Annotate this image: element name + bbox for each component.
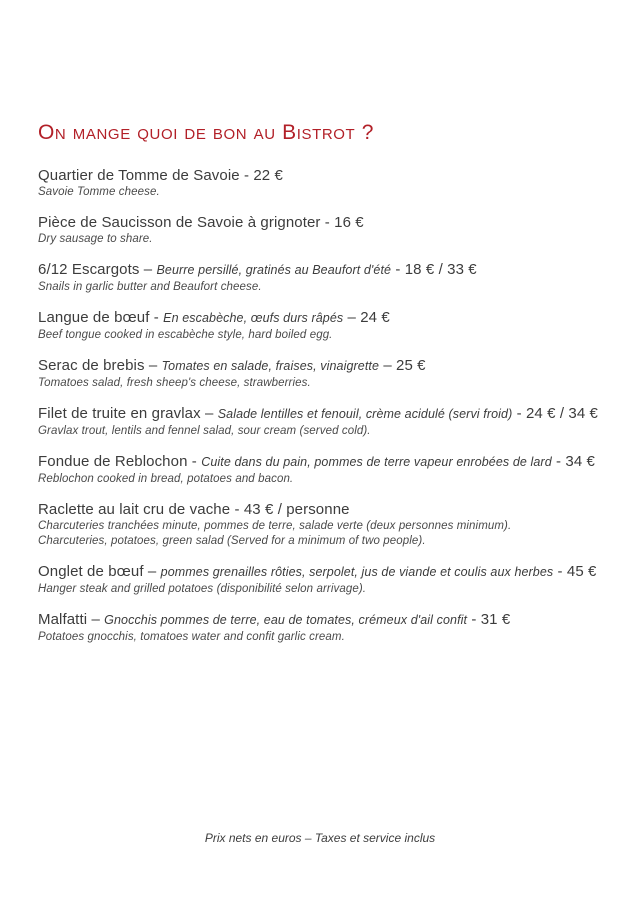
item-line [38, 166, 602, 185]
menu-item [38, 356, 602, 391]
menu-item [38, 610, 602, 645]
item-separator: – [147, 563, 157, 580]
item-name: 6/12 Escargots [38, 261, 140, 278]
item-translation: Gravlax trout, lentils and fennel salad, sour cream (served cold). [38, 425, 371, 437]
item-line [38, 500, 602, 519]
item-translation: Dry sausage to share. [38, 233, 153, 245]
item-price: - 31 € [471, 611, 511, 628]
item-description-fr: Salade lentilles et fenouil, crème acidulé (servi froid) [217, 407, 513, 421]
item-translation: Snails in garlic butter and Beaufort cheese. [38, 281, 262, 293]
item-separator: – [204, 405, 214, 422]
item-name: Quartier de Tomme de Savoie [38, 167, 240, 184]
item-description-fr: Tomates en salade, fraises, vinaigrette [161, 359, 380, 373]
item-line [38, 610, 602, 630]
item-name: Pièce de Saucisson de Savoie à grignoter [38, 214, 321, 231]
item-price: - 16 € [324, 214, 364, 231]
item-name: Fondue de Reblochon [38, 453, 188, 470]
item-translation: Hanger steak and grilled potatoes (disponibilité selon arrivage). [38, 583, 367, 595]
item-price: - 22 € [243, 167, 283, 184]
item-line [38, 356, 602, 376]
item-name: Filet de truite en gravlax [38, 405, 201, 422]
item-translation: Potatoes gnocchis, tomatoes water and confit garlic cream. [38, 631, 345, 643]
item-line [38, 260, 602, 280]
menu-item [38, 404, 602, 439]
item-name: Raclette au lait cru de vache [38, 501, 231, 518]
item-line [38, 308, 602, 328]
item-description-fr: pommes grenailles rôties, serpolet, jus de viande et coulis aux herbes [160, 565, 554, 579]
item-name: Langue de bœuf [38, 309, 150, 326]
item-translation: Savoie Tomme cheese. [38, 186, 160, 198]
item-separator: – [148, 357, 158, 374]
menu-item [38, 562, 602, 597]
item-description-fr: En escabèche, œufs durs râpés [163, 311, 344, 325]
item-separator: - [191, 453, 197, 470]
item-separator: - [153, 309, 159, 326]
item-price: – 24 € [347, 309, 390, 326]
item-separator: – [91, 611, 100, 628]
item-name: Onglet de bœuf [38, 563, 144, 580]
menu-item [38, 260, 602, 295]
footer-note: Prix nets en euros – Taxes et service inclus [204, 831, 436, 845]
item-name: Serac de brebis [38, 357, 145, 374]
item-translation: Charcuteries, potatoes, green salad (Served for a minimum of two people). [38, 535, 426, 547]
item-description-fr: Charcuteries tranchées minute, pommes de terre, salade verte (deux personnes minimum). [38, 520, 512, 532]
item-line [38, 404, 602, 424]
item-translation: Tomatoes salad, fresh sheep's cheese, strawberries. [38, 377, 311, 389]
item-description-fr: Beurre persillé, gratinés au Beaufort d'été [156, 263, 392, 277]
page-title: On mange quoi de bon au Bistrot ? [38, 121, 375, 144]
item-name: Malfatti [38, 611, 88, 628]
item-translation: Reblochon cooked in bread, potatoes and bacon. [38, 473, 294, 485]
item-description-fr: Gnocchis pommes de terre, eau de tomates, crémeux d'ail confit [104, 613, 468, 627]
item-price: - 18 € / 33 € [395, 261, 477, 278]
item-price: - 45 € [557, 563, 597, 580]
item-description-fr: Cuite dans du pain, pommes de terre vapeur enrobées de lard [201, 455, 552, 469]
menu-item [38, 500, 602, 549]
item-price: - 43 € / personne [234, 501, 350, 518]
item-price: - 34 € [556, 453, 595, 470]
item-line [38, 452, 602, 472]
menu-item [38, 452, 602, 487]
item-price: – 25 € [383, 357, 426, 374]
menu-item [38, 213, 602, 247]
item-separator: – [143, 261, 153, 278]
item-line [38, 562, 602, 582]
menu-item [38, 308, 602, 343]
item-line [38, 213, 602, 232]
item-translation: Beef tongue cooked in escabèche style, hard boiled egg. [38, 329, 333, 341]
item-price: - 24 € / 34 € [516, 405, 598, 422]
menu-item [38, 166, 602, 200]
